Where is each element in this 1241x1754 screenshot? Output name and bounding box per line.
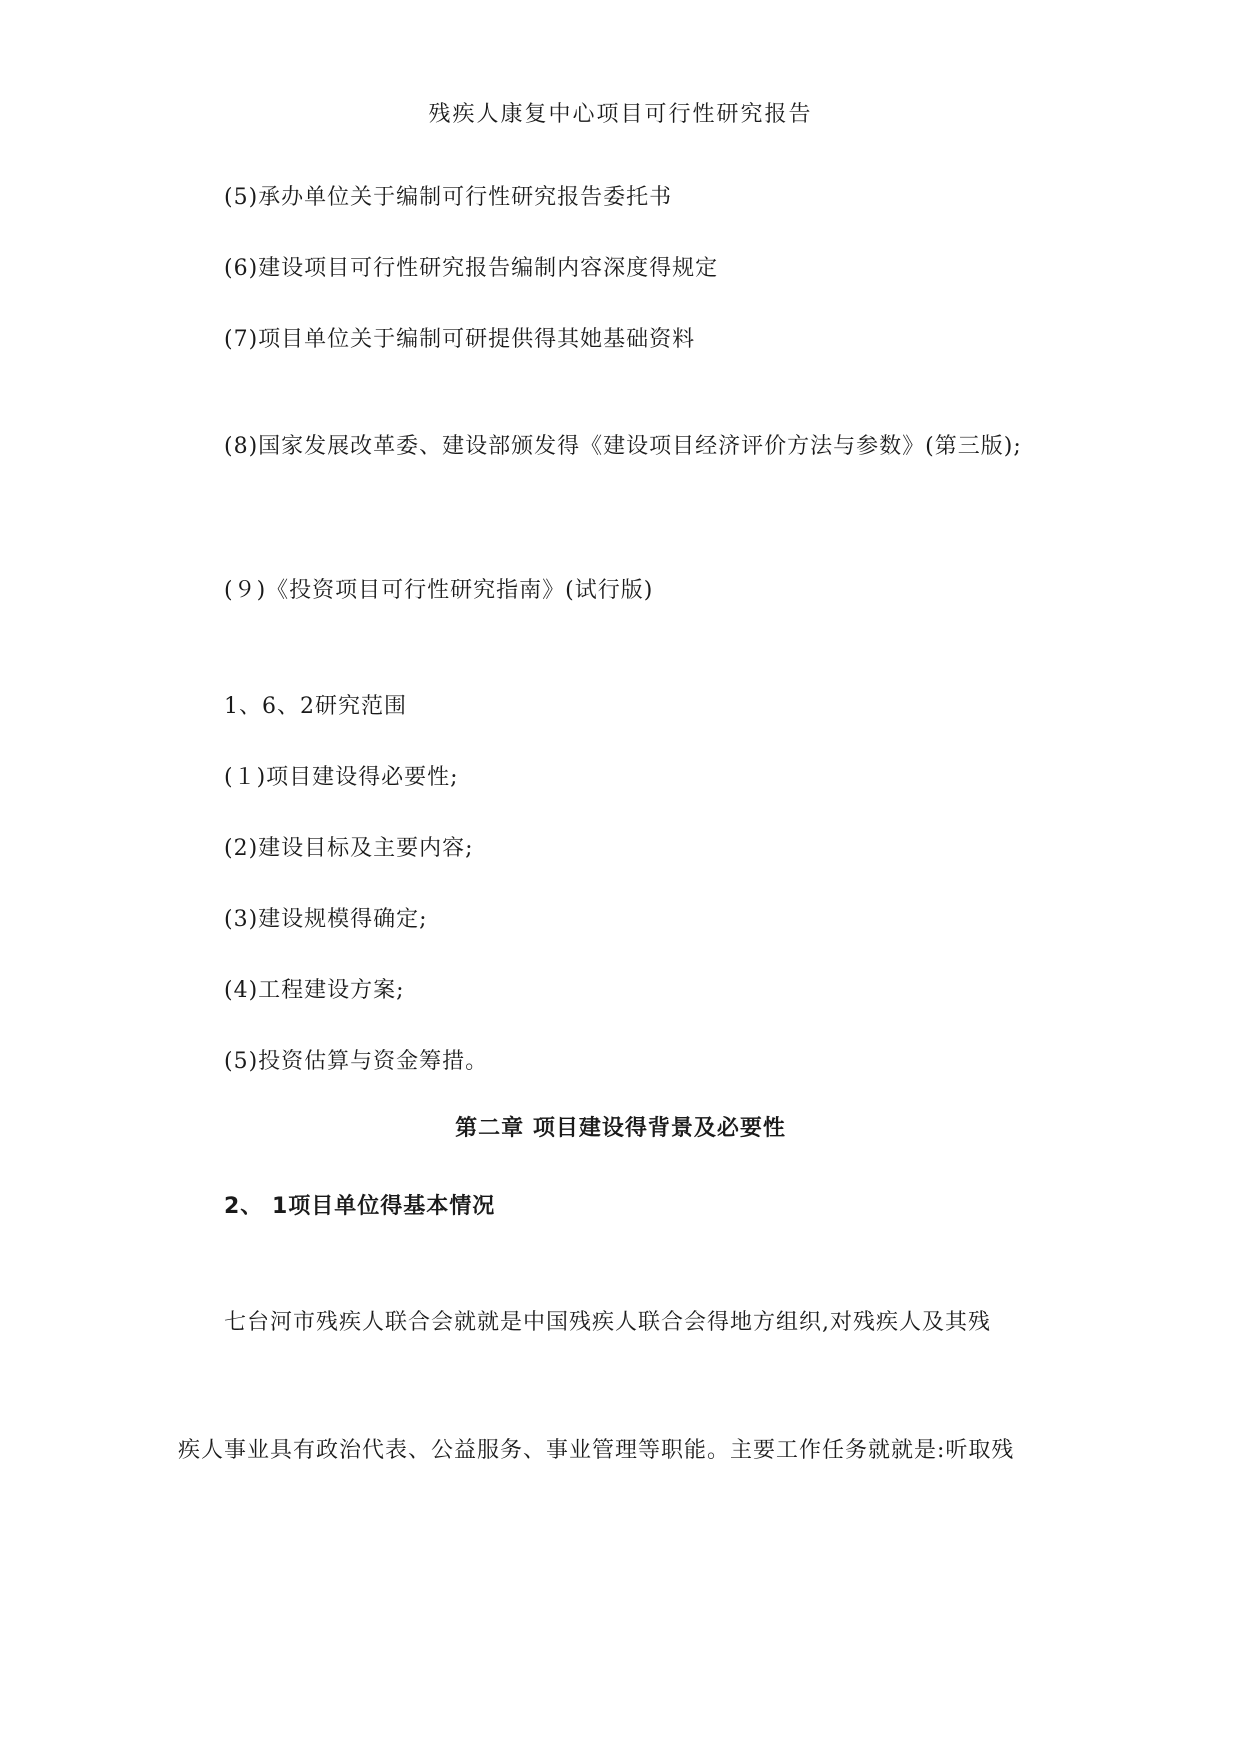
running-header: 残疾人康复中心项目可行性研究报告 — [428, 102, 813, 127]
basis-item-7: (7)项目单位关于编制可研提供得其她基础资料 — [224, 327, 696, 352]
basis-item-9: (９)《投资项目可行性研究指南》(试行版) — [224, 578, 654, 603]
chapter-title: 第二章 项目建设得背景及必要性 — [455, 1116, 786, 1141]
body-paragraph-line-1: 七台河市残疾人联合会就就是中国残疾人联合会得地方组织,对残疾人及其残 — [224, 1310, 991, 1335]
scope-item-2: (2)建设目标及主要内容; — [224, 836, 474, 861]
basis-item-8: (8)国家发展改革委、建设部颁发得《建设项目经济评价方法与参数》(第三版); — [224, 434, 1022, 459]
scope-item-3: (3)建设规模得确定; — [224, 907, 428, 932]
basis-item-5: (5)承办单位关于编制可行性研究报告委托书 — [224, 185, 673, 210]
body-paragraph-line-2: 疾人事业具有政治代表、公益服务、事业管理等职能。主要工作任务就就是:听取残 — [178, 1438, 1015, 1463]
scope-item-5: (5)投资估算与资金筹措。 — [224, 1049, 489, 1074]
basis-item-6: (6)建设项目可行性研究报告编制内容深度得规定 — [224, 256, 719, 281]
section-title: 2、 1项目单位得基本情况 — [224, 1194, 496, 1219]
scope-item-1: (１)项目建设得必要性; — [224, 765, 459, 790]
scope-heading: 1、6、2研究范围 — [224, 694, 407, 719]
scope-item-4: (4)工程建设方案; — [224, 978, 405, 1003]
